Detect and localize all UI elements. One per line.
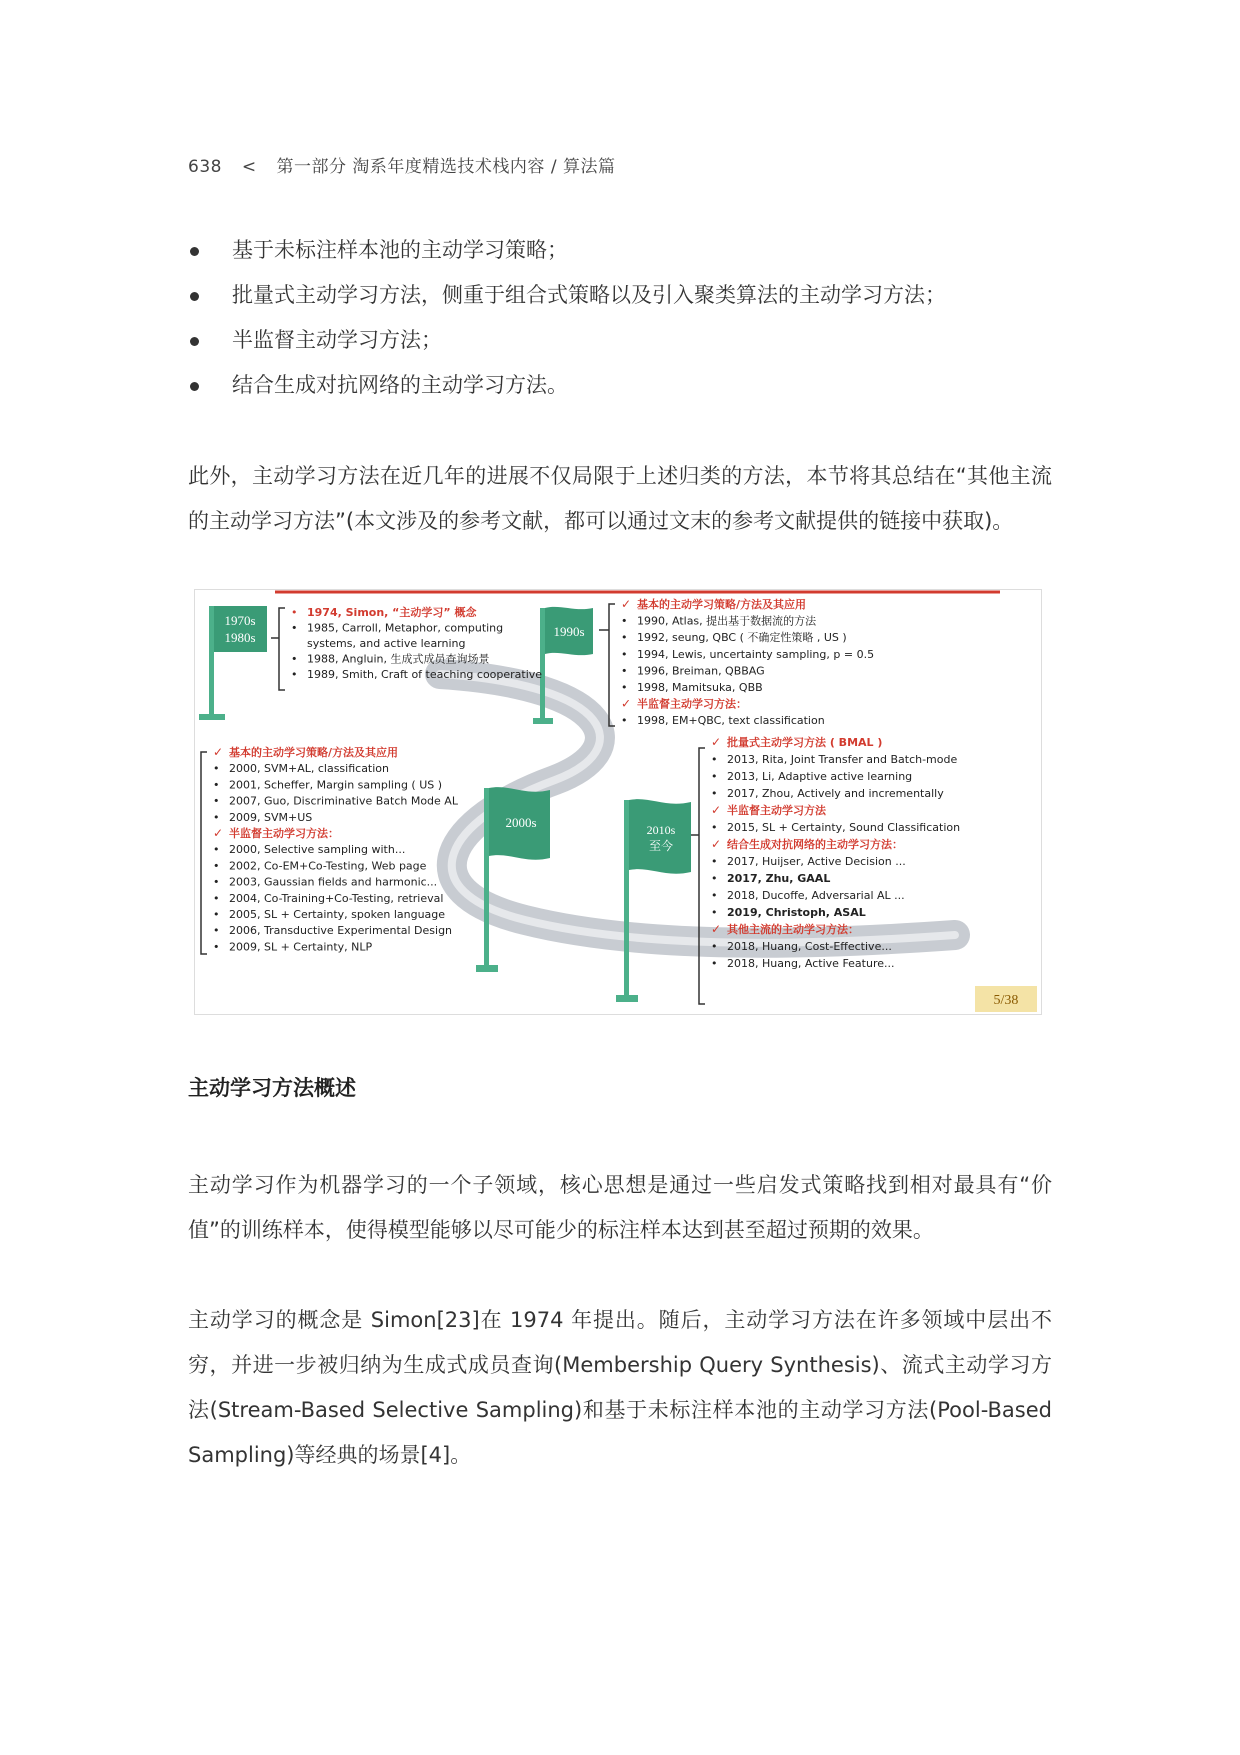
timeline-entry: 1974, Simon, “主动学习” 概念 (307, 606, 477, 619)
list-item: 批量式主动学习方法，侧重于组合式策略以及引入聚类算法的主动学习方法； (188, 273, 946, 318)
page-header (188, 152, 629, 177)
section-heading: 主动学习方法概述 (188, 1076, 356, 1100)
list-item: 结合生成对抗网络的主动学习方法。 (188, 363, 946, 408)
bullet-icon: • (213, 794, 220, 808)
check-icon: ✓ (213, 826, 224, 840)
bullet-icon: • (621, 614, 628, 628)
list-item: 半监督主动学习方法； (188, 318, 946, 363)
timeline-entry: 2013, Li, Adaptive active learning (727, 770, 913, 783)
flag-2000s (476, 787, 550, 972)
timeline-entry: 2006, Transductive Experimental Design (229, 924, 453, 938)
timeline-entry: 2000, SVM+AL, classification (229, 762, 389, 776)
timeline-group-heading: 半监督主动学习方法： (229, 827, 339, 840)
timeline-entry: 2005, SL + Certainty, spoken language (229, 908, 446, 921)
intro-paragraph: 此外，主动学习方法在近几年的进展不仅局限于上述归类的方法，本节将其总结在“其他主流的主动学习方法”(本文涉及的参考文献，都可以通过文末的参考文献提供的链接中获取)。 (188, 464, 1052, 533)
bracket-2010 (691, 748, 705, 1004)
bullet-list (188, 228, 946, 408)
timeline-entry: 2004, Co-Training+Co-Testing, retrieval (229, 891, 444, 905)
bullet-icon: • (291, 652, 298, 666)
timeline-entry: 2019, Christoph, ASAL (727, 906, 866, 919)
timeline-figure (194, 589, 1042, 1015)
check-icon: ✓ (711, 922, 722, 936)
bullet-icon: • (213, 940, 220, 954)
timeline-entry: 2007, Guo, Discriminative Batch Mode AL (229, 794, 458, 808)
bullet-icon: • (213, 891, 220, 905)
timeline-group-1990 (621, 597, 874, 727)
header-separator: < (241, 157, 257, 177)
flag-2000s-label: 2000s (505, 815, 537, 830)
timeline-entry: 2013, Rita, Joint Transfer and Batch-mode (727, 753, 958, 766)
timeline-entry: 2018, Huang, Cost-Effective... (727, 940, 892, 953)
timeline-entry: 2000, Selective sampling with... (229, 843, 406, 857)
flag-2010s (616, 799, 691, 1002)
timeline-entry: 1985, Carroll, Metaphor, computing (307, 621, 504, 635)
bullet-icon: • (621, 681, 628, 694)
timeline-group-heading: 半监督主动学习方法 (727, 804, 826, 817)
page-badge (975, 986, 1037, 1012)
check-icon: ✓ (621, 597, 632, 611)
check-icon: ✓ (621, 696, 632, 711)
bullet-icon: • (213, 924, 220, 938)
flag-1970s (199, 606, 267, 720)
timeline-entry: 2015, SL + Certainty, Sound Classification (727, 821, 961, 834)
bullet-icon: • (213, 778, 220, 792)
bullet-icon: • (291, 668, 298, 681)
timeline-group-1970 (291, 605, 542, 681)
flag-2010s-label-a: 2010s (646, 823, 676, 837)
bullet-icon: • (711, 906, 718, 919)
bullet-icon: • (213, 859, 220, 873)
timeline-entry: 1992, seung, QBC ( 不确定性策略 , US ) (637, 631, 847, 645)
bullet-icon: • (213, 908, 220, 921)
bracket-2000 (201, 752, 207, 954)
check-icon: ✓ (711, 837, 722, 851)
flag-2010s-label-b: 至今 (648, 839, 674, 853)
timeline-group-heading: 基本的主动学习策略/方法及其应用 (229, 746, 399, 759)
timeline-entry: 2009, SVM+US (229, 810, 313, 824)
timeline-entry: 1998, Mamitsuka, QBB (637, 681, 763, 694)
check-icon: ✓ (711, 735, 722, 749)
timeline-entry: 1994, Lewis, uncertainty sampling, p = 0.5 (637, 647, 875, 661)
paragraph-3: 主动学习的概念是 Simon[23]在 1974 年提出。随后，主动学习方法在许多领域中层出不穷，并进一步被归纳为生成式成员查询(Membership Query Synthesis)、流式主动学习方法(Stream-Based Selective Sampling)和基于未标注样本池的主动学习方法(Pool-Based Sampling)等经典的场景[4]。 (188, 1308, 1052, 1467)
paragraph-2: 主动学习作为机器学习的一个子领域，核心思想是通过一些启发式策略找到相对最具有“价值”的训练样本，使得模型能够以尽可能少的标注样本达到甚至超过预期的效果。 (188, 1173, 1052, 1242)
header-section: 第一部分 淘系年度精选技术栈内容 / 算法篇 (276, 157, 616, 177)
timeline-entry: 2001, Scheffer, Margin sampling ( US ) (229, 778, 443, 792)
bullet-icon: • (711, 872, 718, 885)
timeline-diagram (195, 590, 1041, 1014)
timeline-group-heading: 半监督主动学习方法： (637, 697, 747, 711)
bullet-icon: • (291, 621, 298, 635)
check-icon: ✓ (711, 803, 722, 817)
bullet-icon: • (621, 647, 628, 661)
timeline-group-heading: 结合生成对抗网络的主动学习方法： (727, 838, 903, 851)
bullet-icon: • (711, 821, 718, 834)
timeline-group-heading: 批量式主动学习方法 ( BMAL ) (727, 736, 883, 749)
timeline-entry: 2017, Huijser, Active Decision ... (727, 855, 906, 868)
bullet-icon: • (213, 762, 220, 776)
flag-1970s-label-a: 1970s (224, 613, 256, 628)
bullet-icon: • (711, 957, 718, 970)
timeline-entry: 1990, Atlas, 提出基于数据流的方法 (637, 614, 817, 628)
page-number: 638 (188, 157, 222, 177)
bullet-icon: • (291, 606, 298, 619)
bullet-icon: • (621, 664, 628, 678)
page-badge-text: 5/38 (993, 993, 1019, 1008)
timeline-entry: 2017, Zhou, Actively and incrementally (727, 787, 944, 800)
timeline-group-heading: 基本的主动学习策略/方法及其应用 (637, 598, 807, 611)
bracket-1970 (271, 608, 285, 690)
bullet-icon: • (711, 753, 718, 766)
timeline-entry: 1989, Smith, Craft of teaching cooperative (307, 668, 543, 681)
timeline-entry: systems, and active learning (307, 637, 466, 650)
timeline-group-2000 (213, 745, 459, 953)
list-item: 基于未标注样本池的主动学习策略； (188, 228, 946, 273)
bullet-icon: • (711, 855, 718, 868)
bullet-icon: • (621, 631, 628, 645)
bullet-icon: • (711, 889, 718, 902)
timeline-entry: 1988, Angluin, 生成式成员查询场景 (307, 652, 490, 666)
timeline-entry: 2003, Gaussian fields and harmonic... (229, 875, 438, 889)
bullet-icon: • (213, 810, 220, 824)
timeline-entry: 1998, EM+QBC, text classification (637, 714, 825, 728)
timeline-entry: 2018, Huang, Active Feature... (727, 957, 895, 970)
flag-1970s-label-b: 1980s (224, 630, 256, 645)
bullet-icon: • (213, 875, 220, 889)
timeline-entry: 1996, Breiman, QBBAG (637, 664, 765, 678)
bullet-icon: • (711, 787, 718, 800)
check-icon: ✓ (213, 745, 224, 759)
bullet-icon: • (213, 843, 220, 857)
bullet-icon: • (621, 714, 628, 728)
bullet-icon: • (711, 940, 718, 953)
flag-1990s-label: 1990s (553, 624, 585, 639)
timeline-entry: 2018, Ducoffe, Adversarial AL ... (727, 889, 905, 902)
timeline-entry: 2002, Co-EM+Co-Testing, Web page (229, 859, 427, 873)
timeline-entry: 2017, Zhu, GAAL (727, 872, 831, 885)
timeline-entry: 2009, SL + Certainty, NLP (229, 940, 373, 954)
bullet-icon: • (711, 770, 718, 783)
timeline-group-heading: 其他主流的主动学习方法： (727, 923, 859, 936)
